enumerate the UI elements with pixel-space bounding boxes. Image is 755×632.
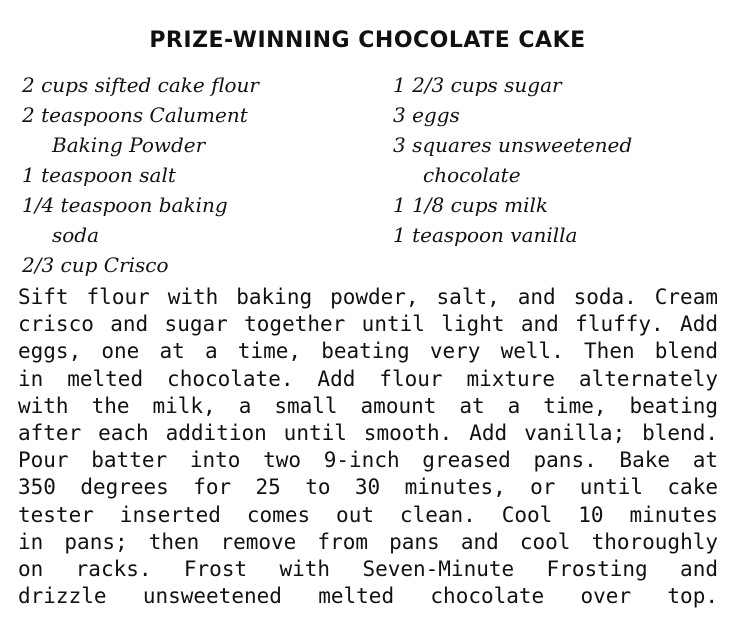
ingredient-line: 2 cups sifted cake flour bbox=[22, 73, 259, 97]
directions-line: crisco and sugar together until light and fluffy. Add bbox=[18, 312, 718, 337]
directions-line: eggs, one at a time, beating very well. Then blend bbox=[18, 339, 718, 364]
directions-line: with the milk, a small amount at a time, beating bbox=[18, 393, 718, 418]
ingredient-line: 3 eggs bbox=[393, 103, 460, 127]
directions-line: drizzle unsweetened melted chocolate over top. bbox=[18, 584, 718, 609]
directions-line: Sift flour with baking powder, salt, and soda. Cream bbox=[18, 285, 718, 309]
ingredient-line: chocolate bbox=[423, 163, 521, 187]
ingredient-line: Baking Powder bbox=[52, 133, 206, 157]
ingredients-right-column bbox=[393, 70, 632, 250]
recipe-directions bbox=[18, 284, 718, 610]
ingredient-line: 1/4 teaspoon baking bbox=[22, 193, 228, 217]
ingredient-line: 1 teaspoon vanilla bbox=[393, 223, 578, 247]
directions-line: on racks. Frost with Seven-Minute Frosting and bbox=[18, 556, 718, 581]
directions-line: in pans; then remove from pans and cool thoroughly bbox=[18, 529, 718, 554]
ingredient-line: 1 teaspoon salt bbox=[22, 163, 176, 187]
ingredient-line: soda bbox=[52, 223, 100, 247]
directions-line: after each addition until smooth. Add vanilla; blend. bbox=[18, 420, 718, 445]
directions-line: Pour batter into two 9-inch greased pans. Bake at bbox=[18, 448, 718, 473]
directions-line: 350 degrees for 25 to 30 minutes, or until cake bbox=[18, 475, 718, 500]
ingredient-line: 2 teaspoons Calument bbox=[22, 103, 248, 127]
ingredient-line: 1 2/3 cups sugar bbox=[393, 73, 562, 97]
recipe-title: PRIZE-WINNING CHOCOLATE CAKE bbox=[149, 28, 586, 53]
directions-line: tester inserted comes out clean. Cool 10 minutes bbox=[18, 502, 718, 527]
ingredient-line: 2/3 cup Crisco bbox=[22, 253, 169, 277]
ingredient-line: 1 1/8 cups milk bbox=[393, 193, 549, 217]
ingredients-left-column bbox=[22, 70, 259, 280]
ingredient-line: 3 squares unsweetened bbox=[393, 133, 633, 157]
directions-line: in melted chocolate. Add flour mixture alternately bbox=[18, 366, 718, 391]
